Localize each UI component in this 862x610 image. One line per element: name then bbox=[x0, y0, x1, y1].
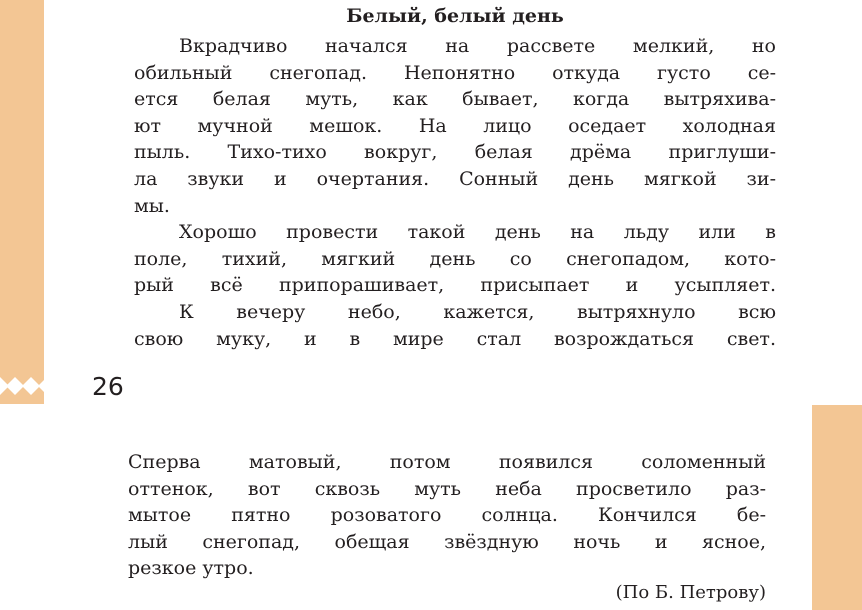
continuation-text bbox=[128, 449, 766, 582]
page-number: 26 bbox=[92, 372, 124, 401]
text-line: ют мучной мешок. На лицо оседает холодная bbox=[134, 114, 776, 137]
text-line: мытое пятно розоватого солнца. Кончился бе- bbox=[128, 504, 766, 527]
text-line: Хорошо провести такой день на льду или в bbox=[179, 221, 776, 244]
main-text bbox=[134, 33, 776, 352]
text-line: лый снегопад, обещая звёздную ночь и ясное, bbox=[128, 530, 766, 553]
paragraph-4 bbox=[128, 449, 766, 582]
author-attribution: (По Б. Петрову) bbox=[615, 582, 766, 603]
text-line: ется белая муть, как бывает, когда вытряхива- bbox=[134, 88, 776, 111]
text-line: рый всё припорашивает, присыпает и усыпляет. bbox=[134, 274, 776, 297]
text-title: Белый, белый день bbox=[346, 5, 564, 27]
paragraph-3 bbox=[134, 299, 776, 352]
text-line: Сперва матовый, потом появился соломенный bbox=[128, 451, 766, 473]
text-line: К вечеру небо, кажется, вытряхнуло всю bbox=[179, 300, 776, 323]
diamond-stripe-ornament bbox=[0, 368, 44, 404]
right-margin-band bbox=[812, 405, 862, 610]
left-margin-band bbox=[0, 0, 44, 404]
text-line: свою муку, и в мире стал возрождаться свет. bbox=[134, 327, 776, 350]
text-line: резкое утро. bbox=[128, 557, 254, 580]
text-line: оттенок, вот сквозь муть неба просветило раз- bbox=[128, 477, 766, 500]
text-line: обильный снегопад. Непонятно откуда густо се- bbox=[134, 61, 776, 84]
text-line: пыль. Тихо-тихо вокруг, белая дрёма приглуши- bbox=[134, 141, 776, 164]
paragraph-2 bbox=[134, 219, 776, 299]
text-line: мы. bbox=[134, 194, 170, 217]
text-line: поле, тихий, мягкий день со снегопадом, кото- bbox=[134, 247, 776, 270]
text-line: Вкрадчиво начался на рассвете мелкий, но bbox=[179, 35, 776, 57]
paragraph-1 bbox=[134, 33, 776, 219]
text-line: ла звуки и очертания. Сонный день мягкой зи- bbox=[134, 167, 776, 190]
